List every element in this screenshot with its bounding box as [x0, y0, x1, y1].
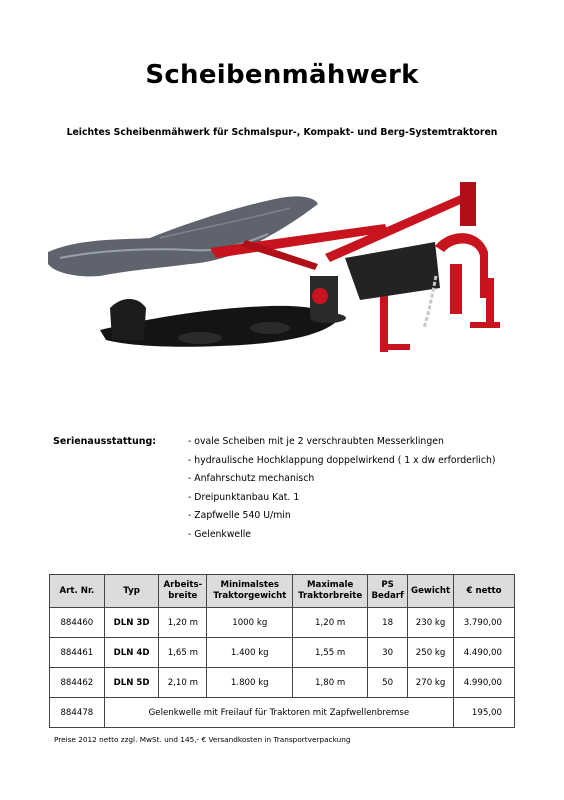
mower-product-image: [40, 168, 530, 368]
cell-typ: DLN 4D: [104, 638, 159, 668]
equipment-label: Serienausstattung:: [53, 436, 157, 447]
header-line: Minimalstes: [220, 580, 279, 590]
header-gewicht: Gewicht: [408, 575, 454, 608]
header-traktorgewicht: [207, 575, 293, 608]
cell-arbeitsbreite: 1,65 m: [159, 638, 207, 668]
equipment-item: - ovale Scheiben mit je 2 verschraubten Messerklingen: [188, 436, 444, 447]
cell-art-nr: 884478: [50, 698, 105, 728]
cell-art-nr: 884460: [50, 608, 105, 638]
table-row-accessory: [50, 698, 515, 728]
header-line: Arbeits-: [163, 580, 203, 590]
equipment-list: [188, 436, 496, 547]
cell-typ: DLN 3D: [104, 608, 159, 638]
cell-art-nr: 884462: [50, 668, 105, 698]
cell-ps: 30: [368, 638, 408, 668]
equipment-item: - Dreipunktanbau Kat. 1: [188, 491, 300, 503]
equipment-item: - Anfahrschutz mechanisch: [188, 473, 315, 484]
cell-arbeitsbreite: 2,10 m: [159, 668, 207, 698]
cell-traktorgewicht: 1.800 kg: [207, 668, 293, 698]
cell-netto: 3.790,00: [454, 608, 515, 638]
footnote: Preise 2012 netto zzgl. MwSt. und 145,- € Versandkosten in Transportverpackung: [54, 735, 351, 744]
equipment-item: - Zapfwelle 540 U/min: [188, 510, 291, 521]
cell-ps: 18: [368, 608, 408, 638]
header-line: Traktorbreite: [298, 591, 363, 601]
header-netto: € netto: [454, 575, 515, 608]
table-row: [50, 638, 515, 668]
cell-netto: 4.490,00: [454, 638, 515, 668]
cell-gewicht: 230 kg: [408, 608, 454, 638]
cell-netto: 4.990,00: [454, 668, 515, 698]
cell-traktorbreite: 1,55 m: [293, 638, 368, 668]
cell-ps: 50: [368, 668, 408, 698]
header-traktorbreite: [293, 575, 368, 608]
cell-netto: 195,00: [454, 698, 515, 728]
header-line: Bedarf: [371, 591, 404, 601]
header-line: PS: [381, 580, 394, 590]
cell-traktorgewicht: 1000 kg: [207, 608, 293, 638]
table-row: [50, 668, 515, 698]
header-line: Maximale: [306, 580, 354, 590]
header-art-nr: Art. Nr.: [50, 575, 105, 608]
cell-gewicht: 270 kg: [408, 668, 454, 698]
cell-typ: DLN 5D: [104, 668, 159, 698]
header-typ: Typ: [104, 575, 159, 608]
price-table: [49, 574, 515, 728]
page-subtitle: Leichtes Scheibenmähwerk für Schmalspur-, Kompakt- und Berg-Systemtraktoren: [66, 127, 498, 138]
header-arbeitsbreite: [159, 575, 207, 608]
header-line: breite: [168, 591, 198, 601]
cell-traktorbreite: 1,80 m: [293, 668, 368, 698]
cell-gewicht: 250 kg: [408, 638, 454, 668]
equipment-item: - Gelenkwelle: [188, 528, 252, 540]
cell-art-nr: 884461: [50, 638, 105, 668]
equipment-item: - hydraulische Hochklappung doppelwirkend ( 1 x dw erforderlich): [188, 454, 496, 466]
cell-traktorbreite: 1,20 m: [293, 608, 368, 638]
table-header-row: [50, 575, 515, 608]
cell-arbeitsbreite: 1,20 m: [159, 608, 207, 638]
cell-description: Gelenkwelle mit Freilauf für Traktoren mit Zapfwellenbremse: [104, 698, 453, 728]
page-title: Scheibenmähwerk: [145, 60, 419, 90]
cell-traktorgewicht: 1.400 kg: [207, 638, 293, 668]
table-row: [50, 608, 515, 638]
header-line: Traktorgewicht: [213, 591, 287, 601]
header-ps: [368, 575, 408, 608]
